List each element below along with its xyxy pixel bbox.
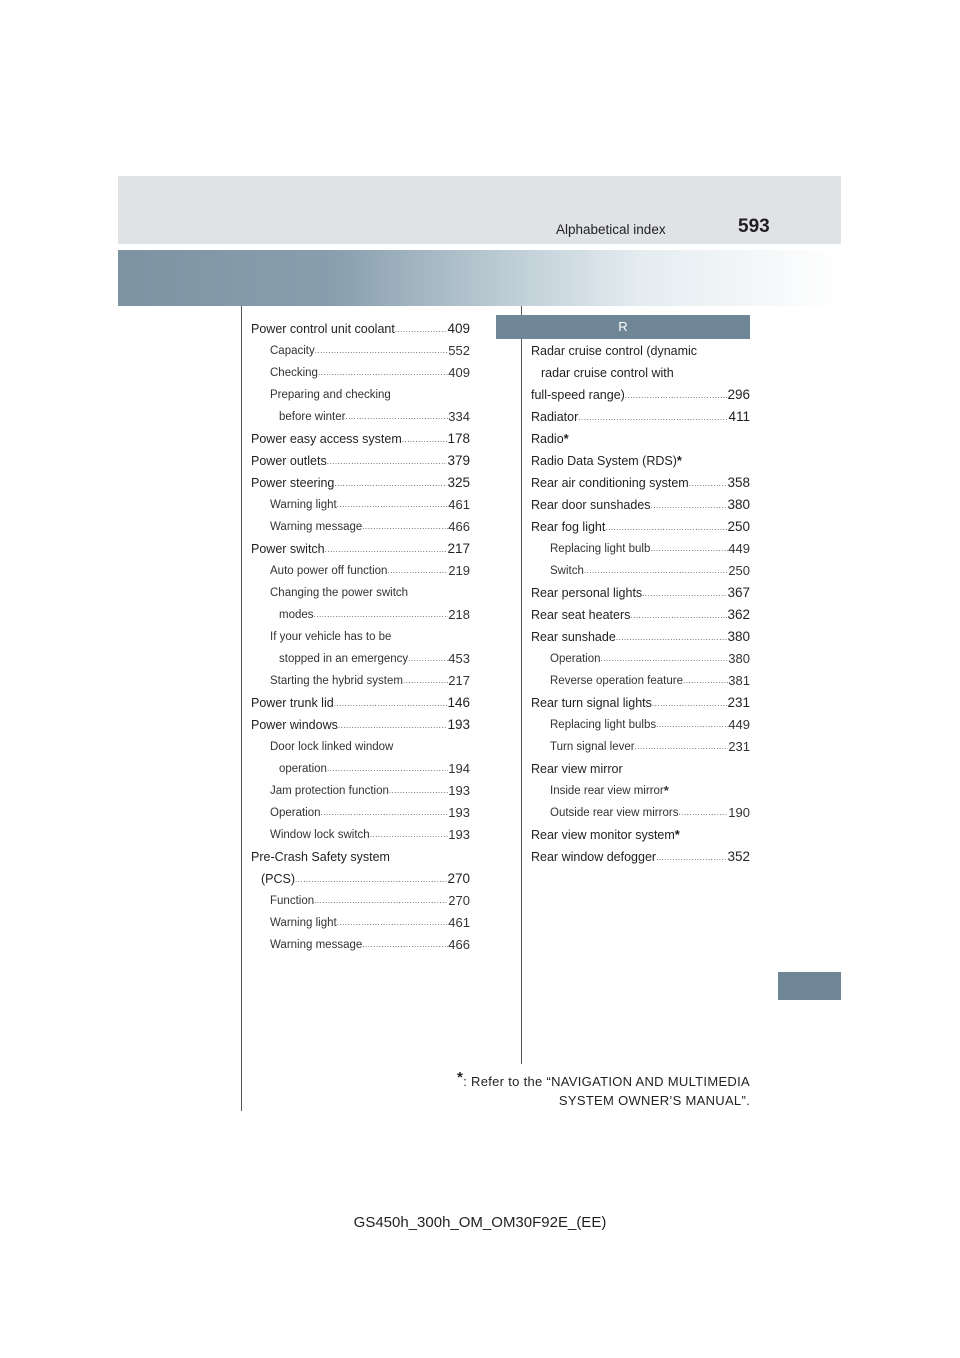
- index-entry-term: Turn signal lever: [550, 741, 635, 753]
- index-entry-page: 146: [447, 695, 470, 710]
- dot-leader: [362, 934, 448, 956]
- index-entry-term: modes: [279, 609, 314, 621]
- index-entry: [251, 362, 470, 384]
- index-entry: [251, 538, 470, 560]
- index-entry: [251, 890, 470, 912]
- index-entry-page: 193: [447, 717, 470, 732]
- index-entry-page: 270: [447, 871, 470, 886]
- index-entry-page: 409: [448, 365, 470, 380]
- index-entry: [531, 582, 750, 604]
- index-entry-page: 219: [448, 563, 470, 578]
- index-entry: [531, 560, 750, 582]
- index-entry: [251, 516, 470, 538]
- index-entry-page: 217: [447, 541, 470, 556]
- dot-leader: [325, 538, 448, 560]
- index-entry-term: Reverse operation feature: [550, 675, 683, 687]
- index-entry: [251, 582, 470, 604]
- index-entry: [251, 692, 470, 714]
- index-entry: [531, 648, 750, 670]
- index-entry-term: full-speed range): [531, 388, 625, 402]
- index-entry: [531, 758, 750, 780]
- index-entry: [531, 692, 750, 714]
- dot-leader: [387, 560, 448, 582]
- index-entry-page: 449: [728, 541, 750, 556]
- index-entry: [531, 450, 750, 472]
- index-entry-page: 461: [448, 915, 470, 930]
- index-entry-page: 379: [447, 453, 470, 468]
- index-entry-term: Warning light: [270, 499, 337, 511]
- index-entry: [251, 868, 470, 890]
- index-entry: [531, 516, 750, 538]
- index-entry-page: 178: [447, 431, 470, 446]
- index-entry-term: Warning light: [270, 917, 337, 929]
- chapter-tab: [778, 972, 841, 1000]
- index-entry-page: 217: [448, 673, 470, 688]
- dot-leader: [403, 670, 448, 692]
- index-entry-page: 250: [727, 519, 750, 534]
- index-entry-term: operation: [279, 763, 327, 775]
- index-entry-page: 461: [448, 497, 470, 512]
- index-entry: [531, 670, 750, 692]
- index-entry-term: (PCS): [261, 872, 296, 886]
- column-divider: [521, 306, 522, 1064]
- index-entry-term: radar cruise control with: [541, 366, 674, 380]
- dot-leader: [402, 428, 448, 450]
- index-entry-term: Inside rear view mirror: [550, 785, 664, 797]
- index-entry: [531, 626, 750, 648]
- dot-leader: [630, 604, 727, 626]
- index-entry-term: Capacity: [270, 345, 315, 357]
- dot-leader: [683, 670, 728, 692]
- index-entry: [251, 912, 470, 934]
- index-entry-page: 453: [448, 651, 470, 666]
- index-entry-page: 193: [448, 783, 470, 798]
- index-entry-page: 296: [727, 387, 750, 402]
- index-entry: [531, 802, 750, 824]
- index-entry-page: 358: [727, 475, 750, 490]
- index-entry-page: 466: [448, 937, 470, 952]
- index-entry-term: If your vehicle has to be: [270, 631, 392, 643]
- dot-leader: [616, 626, 728, 648]
- index-entry-page: 231: [727, 695, 750, 710]
- index-entry-term: Radio: [531, 432, 564, 446]
- dot-leader: [678, 802, 728, 824]
- index-entry: [531, 824, 750, 846]
- footnote: [457, 1068, 750, 1110]
- dot-leader: [345, 406, 448, 428]
- dot-leader: [362, 516, 448, 538]
- index-entry: [251, 406, 470, 428]
- letter-heading-r: R: [496, 315, 750, 339]
- index-entry-page: 193: [448, 805, 470, 820]
- dot-leader: [318, 362, 448, 384]
- index-entry: [251, 340, 470, 362]
- index-entry-term: Power control unit coolant: [251, 322, 395, 336]
- index-entry-term: Radio Data System (RDS): [531, 454, 677, 468]
- dot-leader: [327, 450, 448, 472]
- dot-leader: [370, 824, 449, 846]
- index-entry: [251, 648, 470, 670]
- dot-leader: [656, 846, 727, 868]
- dot-leader: [337, 494, 449, 516]
- index-entry-page: 409: [447, 321, 470, 336]
- index-entry-term: Rear personal lights: [531, 586, 643, 600]
- index-entry: [531, 714, 750, 736]
- dot-leader: [321, 802, 449, 824]
- index-entry: [531, 494, 750, 516]
- dot-leader: [315, 340, 449, 362]
- index-entry: [531, 736, 750, 758]
- index-entry-term: Rear seat heaters: [531, 608, 631, 622]
- index-entry: [531, 472, 750, 494]
- index-entry-term: Function: [270, 895, 315, 907]
- index-entry-term: Door lock linked window: [270, 741, 394, 753]
- document-code: GS450h_300h_OM_OM30F92E_(EE): [353, 1214, 607, 1231]
- index-entry-term: Pre-Crash Safety system: [251, 850, 390, 864]
- dot-leader: [338, 714, 448, 736]
- footnote-marker: *: [674, 827, 680, 842]
- dot-leader: [650, 538, 728, 560]
- index-entry-term: Operation: [270, 807, 321, 819]
- dot-leader: [656, 714, 728, 736]
- index-entry-page: 352: [727, 849, 750, 864]
- index-entry-page: 325: [447, 475, 470, 490]
- index-entry-page: 380: [727, 629, 750, 644]
- index-entry-term: Jam protection function: [270, 785, 389, 797]
- footnote-star: *: [457, 1069, 464, 1086]
- index-entry-term: Rear sunshade: [531, 630, 616, 644]
- index-entry: [251, 670, 470, 692]
- dot-leader: [337, 912, 449, 934]
- index-entry-term: Power trunk lid: [251, 696, 334, 710]
- index-entry: [531, 340, 750, 362]
- dot-leader: [295, 868, 447, 890]
- index-entry-term: stopped in an emergency: [279, 653, 409, 665]
- index-entry-page: 194: [448, 761, 470, 776]
- index-entry-term: Checking: [270, 367, 318, 379]
- index-entry: [531, 780, 750, 802]
- index-entry-term: Rear turn signal lights: [531, 696, 652, 710]
- index-entry: [531, 362, 750, 384]
- dot-leader: [389, 780, 448, 802]
- index-entry-page: 381: [728, 673, 750, 688]
- dot-leader: [408, 648, 448, 670]
- index-entry: [251, 824, 470, 846]
- dot-leader: [605, 516, 727, 538]
- index-entry-term: Rear air conditioning system: [531, 476, 689, 490]
- index-entry-term: Outside rear view mirrors: [550, 807, 679, 819]
- index-entry-page: 250: [728, 563, 750, 578]
- index-entry-term: Rear fog light: [531, 520, 606, 534]
- section-title: Alphabetical index: [556, 222, 666, 237]
- dot-leader: [652, 692, 728, 714]
- header-gradient-band: [118, 250, 841, 306]
- index-entry: [251, 714, 470, 736]
- index-entry-page: 449: [728, 717, 750, 732]
- index-entry: [531, 538, 750, 560]
- index-entry: [531, 384, 750, 406]
- index-entry-term: Power switch: [251, 542, 325, 556]
- index-entry: [251, 318, 470, 340]
- index-entry: [251, 384, 470, 406]
- index-entry-page: 411: [728, 409, 750, 424]
- footnote-marker: *: [663, 783, 669, 798]
- dot-leader: [314, 604, 449, 626]
- dot-leader: [601, 648, 729, 670]
- index-entry-term: Replacing light bulbs: [550, 719, 657, 731]
- index-entry: [251, 604, 470, 626]
- index-entry: [251, 780, 470, 802]
- index-column-left: [251, 318, 470, 956]
- index-entry-term: Rear view monitor system: [531, 828, 675, 842]
- index-entry: [251, 626, 470, 648]
- index-entry-term: Changing the power switch: [270, 587, 409, 599]
- index-entry-term: Power windows: [251, 718, 338, 732]
- index-entry-term: Radiator: [531, 410, 579, 424]
- dot-leader: [689, 472, 728, 494]
- footnote-marker: *: [676, 453, 682, 468]
- index-entry: [251, 494, 470, 516]
- index-entry-term: Power outlets: [251, 454, 327, 468]
- page-number: 593: [738, 216, 770, 237]
- index-entry-page: 362: [727, 607, 750, 622]
- index-entry-term: before winter: [279, 411, 346, 423]
- left-margin-rule: [241, 306, 242, 1111]
- index-entry-term: Power easy access system: [251, 432, 402, 446]
- index-entry-page: 190: [728, 805, 750, 820]
- index-entry: [251, 428, 470, 450]
- index-entry: [251, 846, 470, 868]
- index-entry: [251, 758, 470, 780]
- dot-leader: [395, 318, 448, 340]
- index-entry-page: 380: [727, 497, 750, 512]
- index-entry: [251, 472, 470, 494]
- index-entry-page: 380: [728, 651, 750, 666]
- index-entry-term: Auto power off function: [270, 565, 388, 577]
- index-entry-page: 367: [727, 585, 750, 600]
- index-entry: [251, 450, 470, 472]
- index-entry: [251, 802, 470, 824]
- footnote-marker: *: [563, 431, 569, 446]
- dot-leader: [642, 582, 727, 604]
- index-entry-page: 334: [448, 409, 470, 424]
- index-entry-term: Rear window defogger: [531, 850, 657, 864]
- dot-leader: [635, 736, 729, 758]
- index-entry: [531, 604, 750, 626]
- index-entry-term: Rear door sunshades: [531, 498, 651, 512]
- index-entry-term: Power steering: [251, 476, 335, 490]
- index-entry-page: 270: [448, 893, 470, 908]
- index-entry: [251, 934, 470, 956]
- header-bar: [118, 176, 841, 244]
- footnote-line-1: : Refer to the “NAVIGATION AND MULTIMEDIA: [463, 1074, 750, 1089]
- dot-leader: [327, 758, 448, 780]
- index-entry: [531, 406, 750, 428]
- index-column-right: [531, 340, 750, 868]
- dot-leader: [651, 494, 728, 516]
- index-entry-term: Starting the hybrid system: [270, 675, 403, 687]
- index-entry-term: Operation: [550, 653, 601, 665]
- index-entry-term: Warning message: [270, 939, 363, 951]
- index-entry-term: Radar cruise control (dynamic: [531, 344, 698, 358]
- dot-leader: [334, 692, 448, 714]
- index-entry-term: Window lock switch: [270, 829, 370, 841]
- index-entry-term: Warning message: [270, 521, 363, 533]
- index-entry: [251, 736, 470, 758]
- index-entry-page: 552: [448, 343, 470, 358]
- index-entry-term: Rear view mirror: [531, 762, 623, 776]
- index-entry: [531, 428, 750, 450]
- footnote-line-2: SYSTEM OWNER’S MANUAL”.: [558, 1093, 750, 1108]
- index-entry-page: 466: [448, 519, 470, 534]
- dot-leader: [578, 406, 728, 428]
- index-entry-page: 193: [448, 827, 470, 842]
- index-entry-term: Switch: [550, 565, 584, 577]
- index-entry: [251, 560, 470, 582]
- index-entry-term: Replacing light bulb: [550, 543, 651, 555]
- dot-leader: [334, 472, 447, 494]
- dot-leader: [314, 890, 448, 912]
- dot-leader: [625, 384, 728, 406]
- index-entry: [531, 846, 750, 868]
- index-entry-page: 231: [728, 739, 750, 754]
- dot-leader: [584, 560, 728, 582]
- index-entry-term: Preparing and checking: [270, 389, 391, 401]
- index-entry-page: 218: [448, 607, 470, 622]
